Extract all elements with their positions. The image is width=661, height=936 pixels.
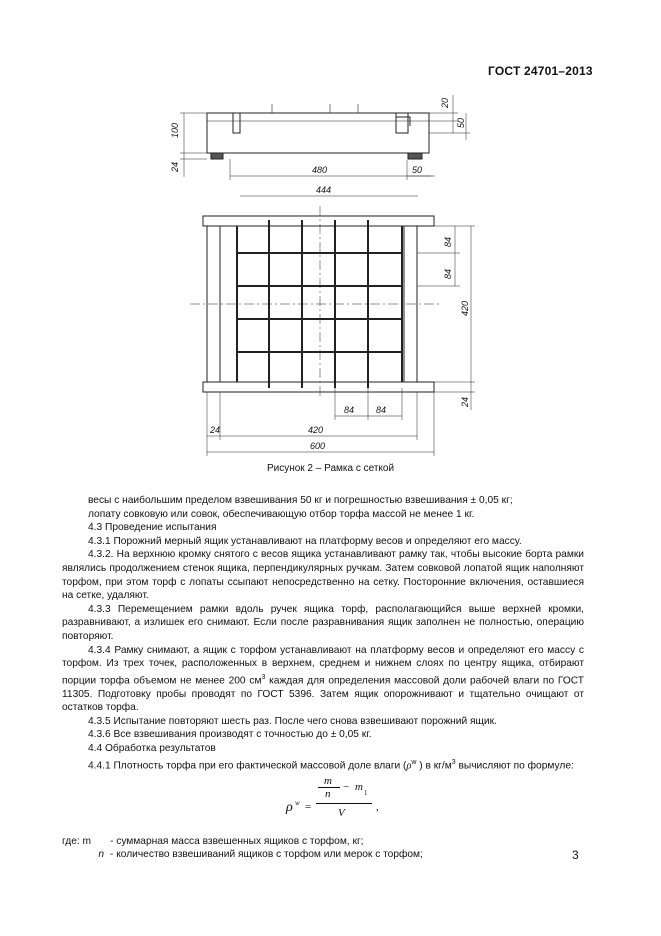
dim-20: 20 bbox=[440, 97, 450, 108]
frame-bottom-rail bbox=[203, 382, 434, 392]
symbol-rho: ρ bbox=[406, 760, 412, 772]
formula-w: w bbox=[295, 798, 300, 807]
document-code: ГОСТ 24701–2013 bbox=[488, 64, 593, 78]
dim-420-horiz: 420 bbox=[308, 425, 324, 435]
paragraph: 4.3.5 Испытание повторяют шесть раз. После чего снова взвешивают порожний ящик. bbox=[88, 715, 497, 727]
formula-main-bar bbox=[316, 803, 372, 804]
text-run: вычисляют по формуле: bbox=[455, 760, 574, 772]
formula-rho: ρ bbox=[286, 799, 293, 815]
dim-84-b: 84 bbox=[443, 268, 453, 279]
dim-50-vert: 50 bbox=[456, 117, 466, 128]
formula-m1: m bbox=[355, 780, 363, 793]
dim-24-vert: 24 bbox=[460, 396, 470, 407]
text-run: каждая для определения массовой доли рабочей влаги по ГОСТ 11305. Подготовку пробы проводят по ГОСТ 5396. Затем ящик опорожнивают и тщательно очищают от остатков торфа. bbox=[62, 675, 584, 714]
dim-24-side: 24 bbox=[170, 161, 180, 172]
paragraph: 4.3.2. На верхнюю кромку снятого с весов ящика устанавливают рамку так, чтобы высокие борта рамки являлись продолжением стенок ящика, перпендикулярных ручкам. Затем совковой лопатой ящик наполняют торфом, при этом торф с лопаты ссыпают непосредственно на сетку. Посторонние включения, оставшиеся на сетке, удаляют. bbox=[62, 549, 584, 602]
dim-50-horiz: 50 bbox=[412, 165, 423, 175]
text-run: 4.3.4 Рамку снимают, а ящик с торфом устанавливают на платформу весов и определяют его массу с торфом. Из трех точек, расположенных в верхнем, среднем и нижнем слоях по центру ящика, отбирают порции торфа объемом не менее 200 см bbox=[62, 644, 584, 687]
legend-text: - количество взвешиваний ящиков с торфом или мерок с торфом; bbox=[110, 849, 423, 861]
paragraph: 4.3.1 Порожний мерный ящик устанавливают на платформу весов и определяют его массу. bbox=[88, 535, 522, 547]
density-formula bbox=[62, 775, 584, 833]
dim-84-d: 84 bbox=[376, 405, 387, 415]
paragraph bbox=[62, 756, 584, 773]
dim-84-a: 84 bbox=[443, 236, 453, 247]
mesh-horizontal-wires bbox=[237, 253, 402, 352]
dim-24-horiz: 24 bbox=[210, 425, 221, 435]
paragraph bbox=[62, 644, 584, 715]
figure-caption: Рисунок 2 – Рамка с сеткой bbox=[266, 463, 395, 474]
legend-row bbox=[62, 835, 584, 849]
legend-row bbox=[62, 848, 584, 862]
text-run: ) в кг/м bbox=[416, 760, 452, 772]
formula-V: V bbox=[338, 806, 345, 819]
formula-m: m bbox=[324, 774, 332, 787]
text-run: 4.4.1 Плотность торфа при его фактической массовой доле влаги ( bbox=[88, 760, 407, 772]
paragraph: лопату совковую или совок, обеспечивающую отбор торфа массой не менее 1 кг. bbox=[88, 508, 475, 520]
section-heading: 4.3 Проведение испытания bbox=[88, 522, 217, 534]
frame-side-post-left bbox=[233, 113, 240, 133]
dim-100: 100 bbox=[170, 122, 180, 138]
frame-top-rail bbox=[203, 216, 434, 226]
paragraph: весы с наибольшим пределом взвешивания 50 кг и погрешностью взвешивания ± 0,05 кг; bbox=[88, 495, 513, 506]
section-heading: 4.4 Обработка результатов bbox=[88, 743, 216, 755]
frame-side-post-right bbox=[396, 113, 408, 133]
paragraph: 4.3.3 Перемещением рамки вдоль ручек ящика торф, располагающийся выше верхней кромки, разравнивают, а излишек его снимают. Если после разравнивания ящик заполнен не полностью, операцию повторяют. bbox=[62, 603, 584, 642]
dim-480: 480 bbox=[312, 165, 328, 175]
legend-text: - суммарная масса взвешенных ящиков с торфом, кг; bbox=[110, 835, 364, 847]
formula-m1-sub: 1 bbox=[364, 788, 368, 797]
body-text bbox=[62, 494, 584, 862]
superscript: w bbox=[411, 758, 417, 766]
dim-420-vert: 420 bbox=[460, 300, 470, 316]
page-number: 3 bbox=[572, 848, 579, 862]
legend-label: где: m bbox=[62, 835, 92, 847]
legend-label: n bbox=[98, 849, 104, 861]
formula-minus: − bbox=[343, 780, 350, 793]
superscript: 3 bbox=[451, 758, 456, 766]
paragraph: 4.3.6 Все взвешивания производят с точностью до ± 0,05 кг. bbox=[88, 729, 372, 741]
formula-n: n bbox=[325, 787, 331, 800]
formula-equals: = bbox=[305, 800, 312, 813]
formula-comma: , bbox=[376, 800, 379, 813]
dim-84-c: 84 bbox=[344, 405, 355, 415]
dim-600: 600 bbox=[310, 441, 326, 451]
dim-444: 444 bbox=[316, 185, 332, 195]
superscript: 3 bbox=[261, 673, 266, 681]
